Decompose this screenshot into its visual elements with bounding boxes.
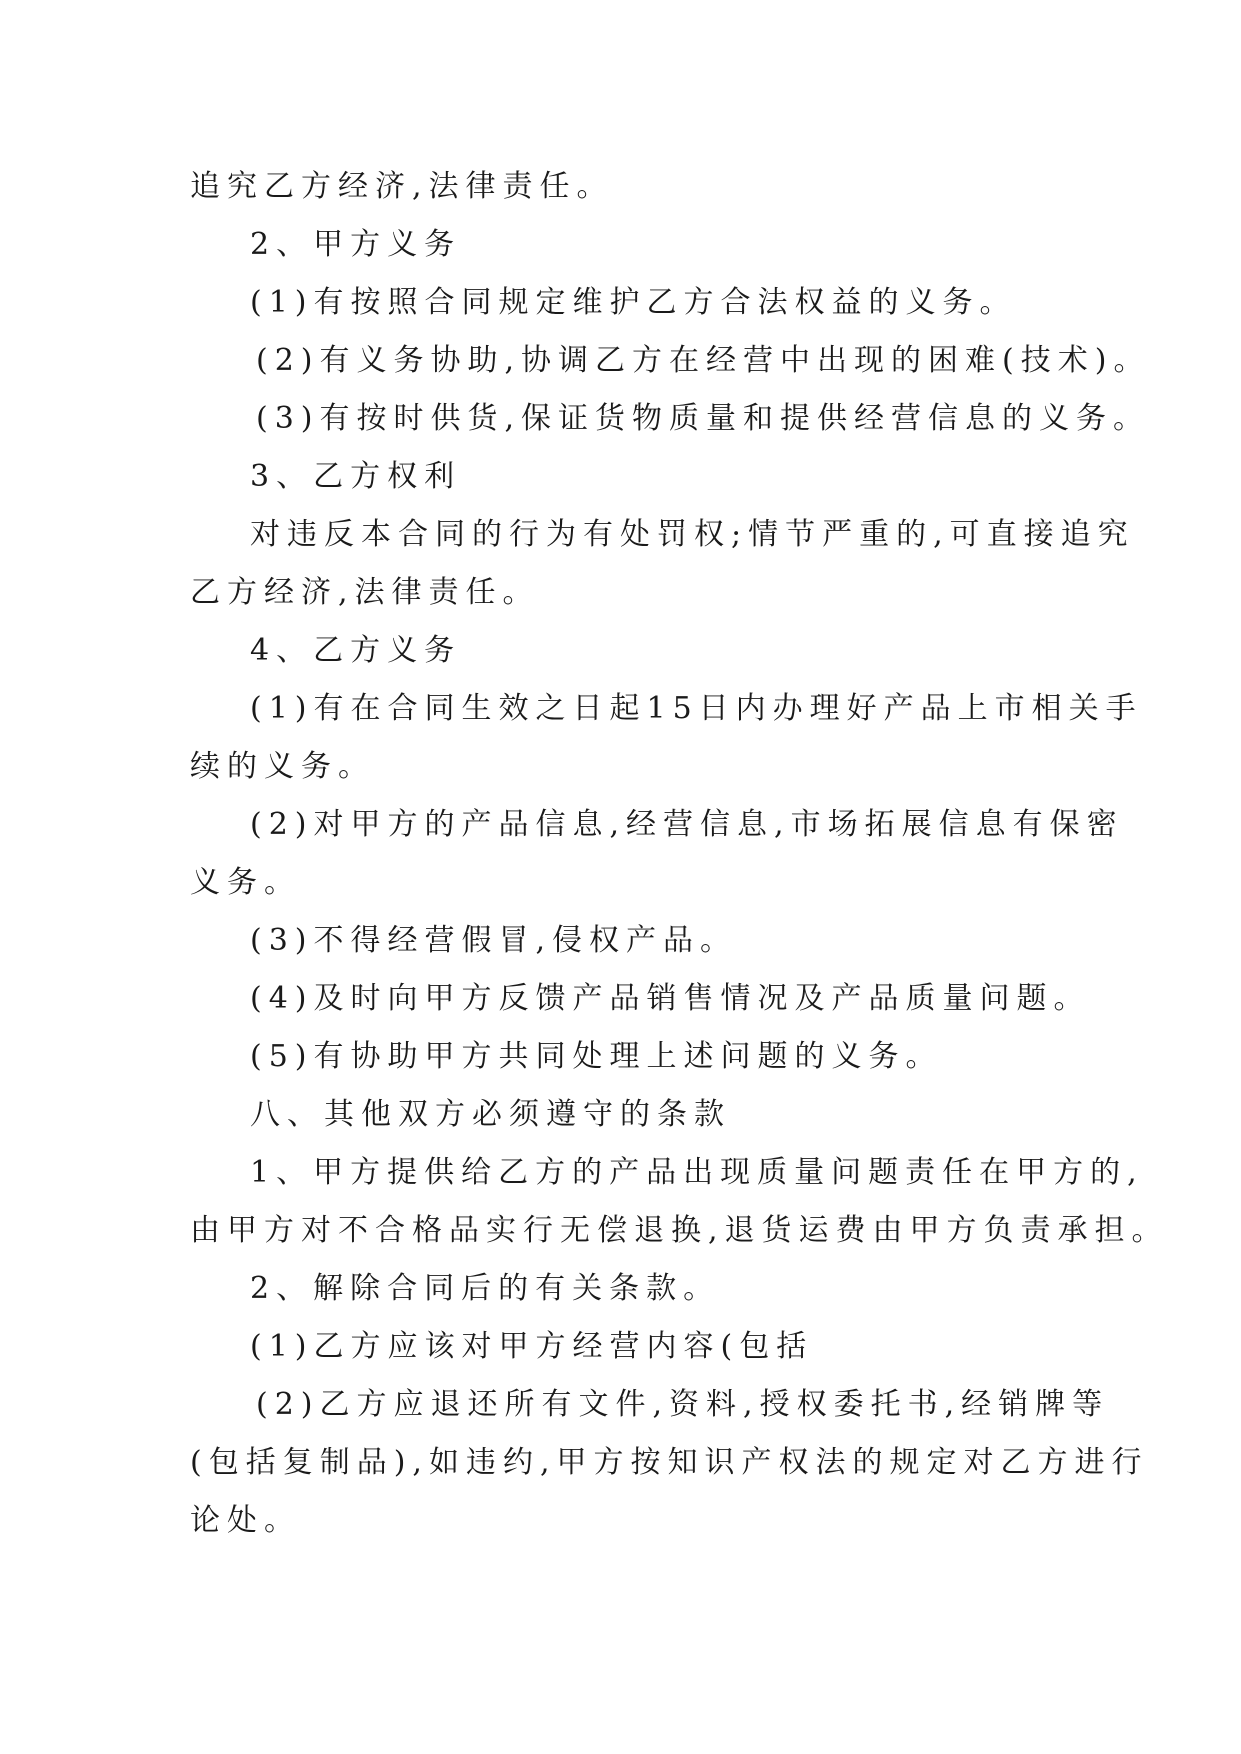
- text-line: (2)有义务协助,协调乙方在经营中出现的困难(技术)。: [256, 343, 1151, 378]
- section-heading: 3、乙方权利: [250, 459, 462, 494]
- text-line: (3)不得经营假冒,侵权产品。: [250, 923, 738, 958]
- text-line: 义务。: [190, 865, 301, 900]
- text-line: 续的义务。: [190, 749, 375, 784]
- section-heading: 4、乙方义务: [250, 633, 462, 668]
- text-line: (2)对甲方的产品信息,经营信息,市场拓展信息有保密: [250, 807, 1124, 842]
- text-line: 论处。: [190, 1503, 301, 1538]
- text-line: (3)有按时供货,保证货物质量和提供经营信息的义务。: [256, 401, 1151, 436]
- text-line: (1)有按照合同规定维护乙方合法权益的义务。: [250, 285, 1017, 320]
- text-line: (1)有在合同生效之日起15日内办理好产品上市相关手: [250, 691, 1143, 726]
- text-line: (4)及时向甲方反馈产品销售情况及产品质量问题。: [250, 981, 1091, 1016]
- section-heading: 2、甲方义务: [250, 227, 462, 262]
- text-line: (2)乙方应退还所有文件,资料,授权委托书,经销牌等: [256, 1387, 1110, 1422]
- document-body: [190, 158, 1169, 1550]
- text-line: 由甲方对不合格品实行无偿退换,退货运费由甲方负责承担。: [190, 1213, 1169, 1248]
- text-line: 对违反本合同的行为有处罚权;情节严重的,可直接追究: [250, 517, 1135, 552]
- text-line: 2、解除合同后的有关条款。: [250, 1271, 721, 1306]
- text-line: 1、甲方提供给乙方的产品出现质量问题责任在甲方的,: [250, 1155, 1144, 1190]
- text-line: 乙方经济,法律责任。: [190, 575, 540, 610]
- text-line: (包括复制品),如违约,甲方按知识产权法的规定对乙方进行: [190, 1445, 1149, 1480]
- text-line: 追究乙方经济,法律责任。: [190, 169, 614, 204]
- text-line: (1)乙方应该对甲方经营内容(包括: [250, 1329, 814, 1364]
- section-heading: 八、其他双方必须遵守的条款: [250, 1097, 731, 1132]
- text-line: (5)有协助甲方共同处理上述问题的义务。: [250, 1039, 943, 1074]
